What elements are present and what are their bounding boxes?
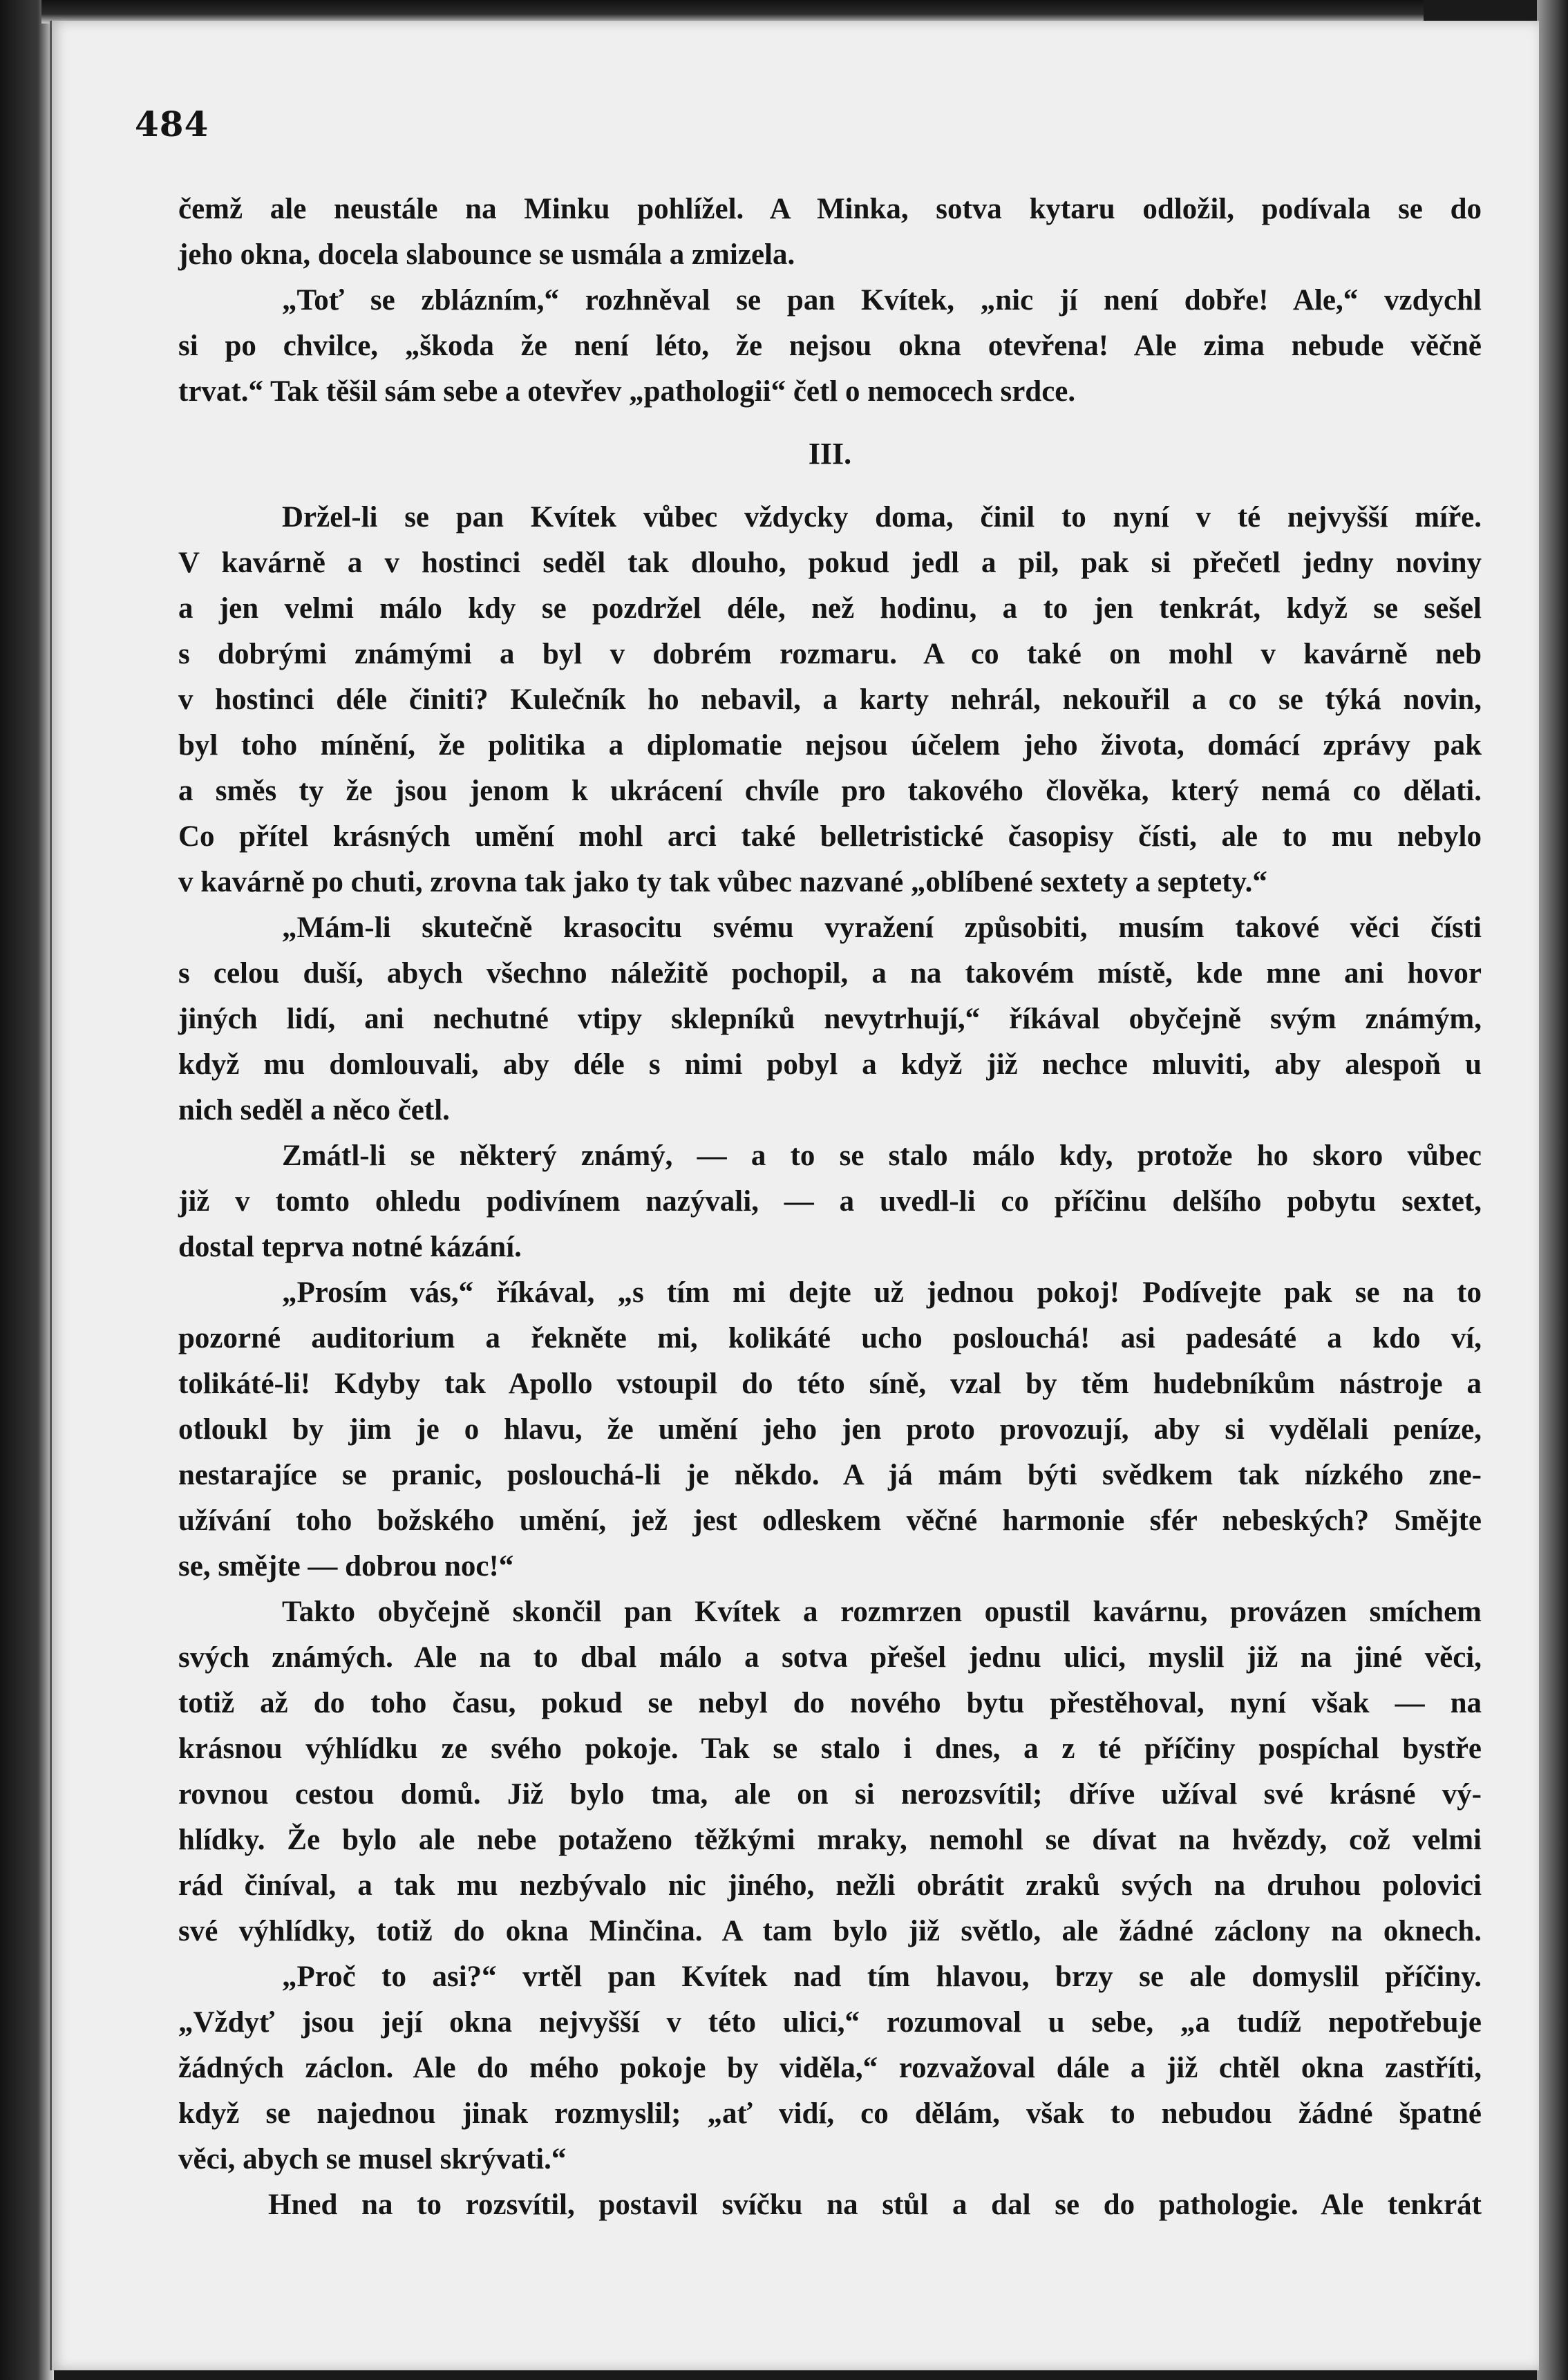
text-line: když se najednou jinak rozmyslil; „ať vidí, co dělám, však to nebudou žádné špatné — [178, 2097, 1482, 2130]
scan-top-border — [41, 0, 1424, 23]
text-line: rovnou cestou domů. Již bylo tma, ale on si nerozsvítil; dříve užíval své krásné vý- — [178, 1778, 1482, 1811]
section-heading: III. — [808, 437, 852, 471]
text-line: svých známých. Ale na to dbal málo a sotva přešel jednu ulici, myslil již na jiné věci, — [178, 1641, 1482, 1674]
scan-left-border — [0, 0, 54, 2380]
text-line: užívání toho božského umění, jež jest odleskem věčné harmonie sfér nebeských? Smějte — [178, 1504, 1482, 1537]
text-line: své výhlídky, totiž do okna Minčina. A tam bylo již světlo, ale žádné záclony na oknech. — [178, 1915, 1482, 1947]
text-line: a směs ty že jsou jenom k ukrácení chvíle pro takového člověka, který nemá co dělati. — [178, 775, 1482, 807]
text-line: jeho okna, docela slabounce se usmála a zmizela. — [178, 238, 795, 271]
text-line: „Prosím vás,“ říkával, „s tím mi dejte už jednou pokoj! Podívejte pak se na to — [282, 1276, 1482, 1309]
text-line: s celou duší, abych všechno náležitě pochopil, a na takovém místě, kde mne ani hovor — [178, 957, 1482, 990]
text-line: byl toho mínění, že politika a diplomatie nejsou účelem jeho života, domácí zprávy pak — [178, 729, 1482, 762]
text-line: krásnou výhlídku ze svého pokoje. Tak se stalo i dnes, a z té příčiny pospíchal bystře — [178, 1732, 1482, 1765]
text-line: tolikáté-li! Kdyby tak Apollo vstoupil do této síně, vzal by těm hudebníkům nástroje a — [178, 1368, 1482, 1400]
text-line: žádných záclon. Ale do mého pokoje by viděla,“ rozvažoval dále a již chtěl okna zastříti, — [178, 2052, 1482, 2084]
text-line: s dobrými známými a byl v dobrém rozmaru. A co také on mohl v kavárně neb — [178, 638, 1482, 670]
text-line: v hostinci déle činiti? Kulečník ho nebavil, a karty nehrál, nekouřil a co se týká novin, — [178, 683, 1482, 716]
text-line: Takto obyčejně skončil pan Kvítek a rozmrzen opustil kavárnu, provázen smíchem — [282, 1596, 1482, 1628]
text-line: nich seděl a něco četl. — [178, 1094, 450, 1126]
text-line: dostal teprva notné kázání. — [178, 1231, 522, 1263]
scan-right-border — [1537, 0, 1568, 2380]
text-line: a jen velmi málo kdy se pozdržel déle, než hodinu, a to jen tenkrát, když se sešel — [178, 592, 1482, 625]
text-line: „Mám-li skutečně krasocitu svému vyražení způsobiti, musím takové věci čísti — [282, 912, 1482, 944]
text-line: rád činíval, a tak mu nezbývalo nic jiného, nežli obrátit zraků svých na druhou polovici — [178, 1869, 1482, 1902]
text-line: trvat.“ Tak těšil sám sebe a otevřev „pathologii“ četl o nemocech srdce. — [178, 375, 1076, 408]
text-line: Co přítel krásných umění mohl arci také belletristické časopisy čísti, ale to mu nebylo — [178, 820, 1482, 853]
text-line: „Vždyť jsou její okna nejvyšší v této ulici,“ rozumoval u sebe, „a tudíž nepotřebuje — [178, 2006, 1482, 2039]
text-line: se, smějte — dobrou noc!“ — [178, 1550, 514, 1583]
page-number: 484 — [135, 104, 209, 144]
text-line: Zmátl-li se některý známý, — a to se stalo málo kdy, protože ho skoro vůbec — [282, 1140, 1482, 1172]
text-line: věci, abych se musel skrývati.“ — [178, 2143, 567, 2175]
text-line: pozorné auditorium a řekněte mi, kolikáté ucho poslouchá! asi padesáté a kdo ví, — [178, 1322, 1482, 1354]
text-line: otloukl by jim je o hlavu, že umění jeho jen proto provozují, aby si vydělali peníze, — [178, 1413, 1482, 1446]
text-line: jiných lidí, ani nechutné vtipy sklepníků nevytrhují,“ říkával obyčejně svým známým, — [178, 1003, 1482, 1035]
text-line: „Toť se zblázním,“ rozhněval se pan Kvítek, „nic jí není dobře! Ale,“ vzdychl — [282, 284, 1482, 317]
text-line: hlídky. Že bylo ale nebe potaženo těžkými mraky, nemohl se dívat na hvězdy, což velmi — [178, 1824, 1482, 1856]
text-line: si po chvilce, „škoda že není léto, že nejsou okna otevřena! Ale zima nebude věčně — [178, 330, 1482, 362]
text-line: Hned na to rozsvítil, postavil svíčku na stůl a dal se do pathologie. Ale tenkrát — [268, 2189, 1482, 2221]
text-line: totiž až do toho času, pokud se nebyl do nového bytu přestěhoval, nyní však — na — [178, 1687, 1482, 1719]
text-line: čemž ale neustále na Minku pohlížel. A Minka, sotva kytaru odložil, podívala se do — [178, 193, 1482, 225]
text-line: Držel-li se pan Kvítek vůbec vždycky doma, činil to nyní v té nejvyšší míře. — [282, 501, 1482, 533]
text-line: již v tomto ohledu podivínem nazývali, — a uvedl-li co příčinu delšího pobytu sextet, — [178, 1185, 1482, 1218]
text-line: když mu domlouvali, aby déle s nimi pobyl a když již nechce mluviti, aby alespoň u — [178, 1048, 1482, 1081]
page-text — [178, 187, 1482, 2228]
text-line: nestarajíce se pranic, poslouchá-li je někdo. A já mám býti svědkem tak nízkého zne- — [178, 1459, 1482, 1491]
text-line: V kavárně a v hostinci seděl tak dlouho, pokud jedl a pil, pak si přečetl jedny noviny — [178, 547, 1482, 579]
text-line: „Proč to asi?“ vrtěl pan Kvítek nad tím hlavou, brzy se ale domyslil příčiny. — [282, 1961, 1482, 1993]
text-line: v kavárně po chuti, zrovna tak jako ty tak vůbec nazvané „oblíbené sextety a septety.“ — [178, 866, 1267, 898]
